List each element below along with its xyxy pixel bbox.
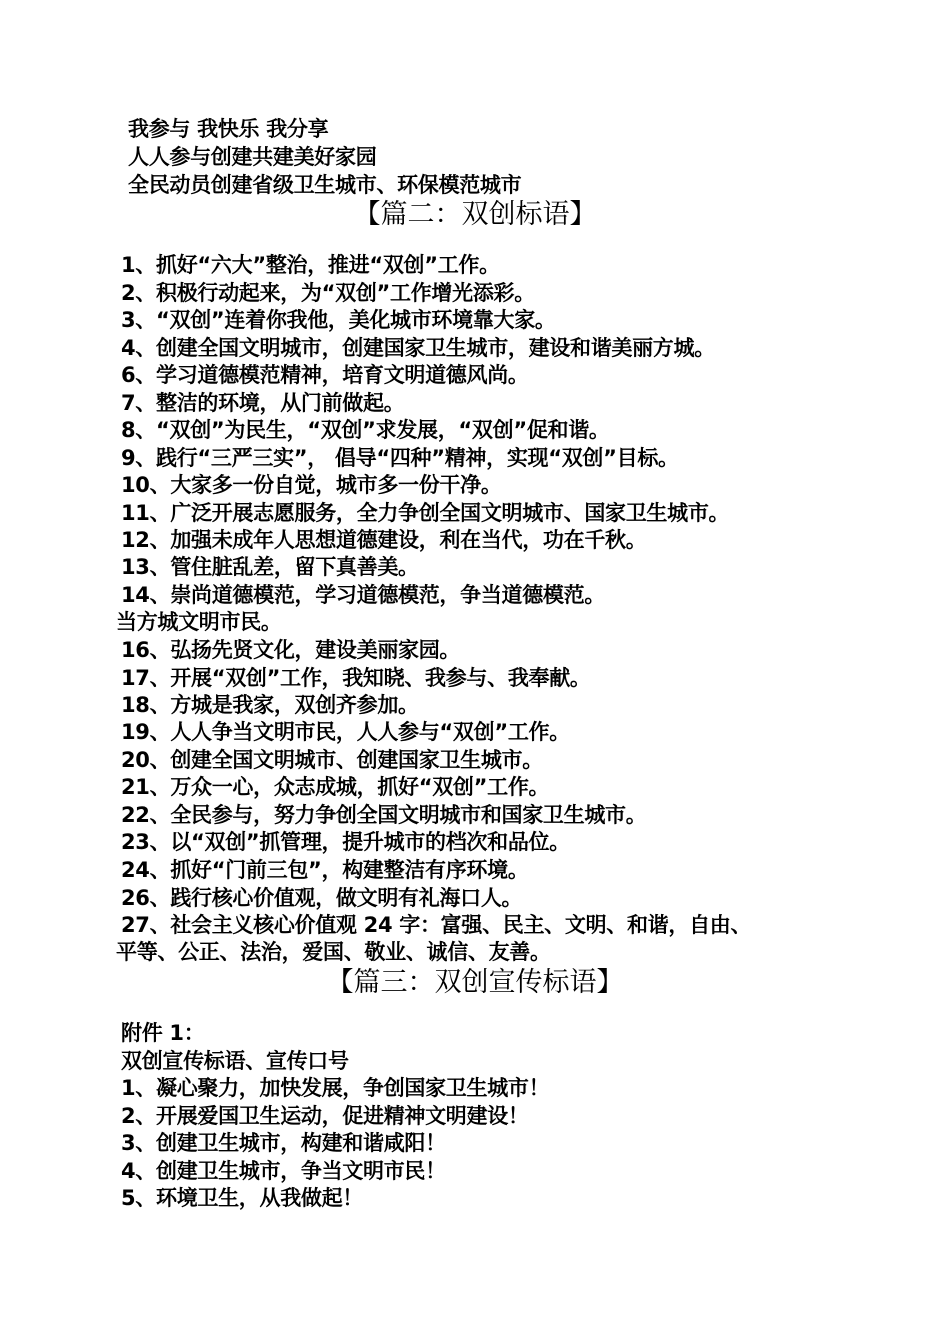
list-item: 3、“双创”连着你我他，美化城市环境靠大家。 — [121, 308, 556, 332]
list-item: 21、万众一心，众志成城，抓好“双创”工作。 — [121, 775, 550, 799]
section-subtitle: 双创宣传标语、宣传口号 — [121, 1049, 349, 1073]
list-item: 22、全民参与，努力争创全国文明城市和国家卫生城市。 — [121, 803, 647, 827]
list-item: 26、践行核心价值观，做文明有礼海口人。 — [121, 886, 523, 910]
list-item: 9、践行“三严三实”， 倡导“四种”精神，实现“双创”目标。 — [121, 446, 679, 470]
intro-line: 人人参与创建共建美好家园 — [128, 145, 377, 169]
list-item: 17、开展“双创”工作，我知晓、我参与、我奉献。 — [121, 666, 591, 690]
list-item: 10、大家多一份自觉，城市多一份干净。 — [121, 473, 502, 497]
list-item: 2、开展爱国卫生运动，促进精神文明建设！ — [121, 1104, 529, 1128]
intro-line: 我参与 我快乐 我分享 — [128, 117, 329, 141]
list-item: 14、崇尚道德模范，学习道德模范，争当道德模范。 — [121, 583, 606, 607]
list-item-continuation: 当方城文明市民。 — [116, 610, 282, 634]
list-item: 13、管住脏乱差，留下真善美。 — [121, 555, 419, 579]
list-item: 6、学习道德模范精神，培育文明道德风尚。 — [121, 363, 529, 387]
list-item: 19、人人争当文明市民，人人参与“双创”工作。 — [121, 720, 570, 744]
list-item: 11、广泛开展志愿服务，全力争创全国文明城市、国家卫生城市。 — [121, 501, 730, 525]
intro-line: 全民动员创建省级卫生城市、环保模范城市 — [128, 173, 522, 197]
list-item: 24、抓好“门前三包”，构建整洁有序环境。 — [121, 858, 529, 882]
list-item: 18、方城是我家，双创齐参加。 — [121, 693, 419, 717]
list-item: 8、“双创”为民生，“双创”求发展，“双创”促和谐。 — [121, 418, 610, 442]
list-item: 4、创建卫生城市，争当文明市民！ — [121, 1159, 446, 1183]
list-item: 12、加强未成年人思想道德建设，利在当代，功在千秋。 — [121, 528, 647, 552]
attachment-label: 附件 1： — [121, 1021, 205, 1045]
list-item: 27、社会主义核心价值观 24 字：富强、民主、文明、和谐，自由、 — [121, 913, 752, 937]
list-item: 7、整洁的环境，从门前做起。 — [121, 391, 405, 415]
list-item: 23、以“双创”抓管理，提升城市的档次和品位。 — [121, 830, 570, 854]
list-item: 4、创建全国文明城市，创建国家卫生城市，建设和谐美丽方城。 — [121, 336, 715, 360]
list-item: 3、创建卫生城市，构建和谐咸阳！ — [121, 1131, 446, 1155]
list-item: 5、环境卫生，从我做起！ — [121, 1186, 364, 1210]
list-item: 1、凝心聚力，加快发展，争创国家卫生城市！ — [121, 1076, 550, 1100]
section-heading: 【篇二：双创标语】 — [353, 199, 597, 230]
list-item: 1、抓好“六大”整治，推进“双创”工作。 — [121, 253, 500, 277]
list-item: 2、积极行动起来，为“双创”工作增光添彩。 — [121, 281, 535, 305]
section-heading: 【篇三：双创宣传标语】 — [326, 967, 624, 998]
list-item-continuation: 平等、公正、法治，爱国、敬业、诚信、友善。 — [116, 940, 551, 964]
list-item: 20、创建全国文明城市、创建国家卫生城市。 — [121, 748, 543, 772]
list-item: 16、弘扬先贤文化，建设美丽家园。 — [121, 638, 461, 662]
